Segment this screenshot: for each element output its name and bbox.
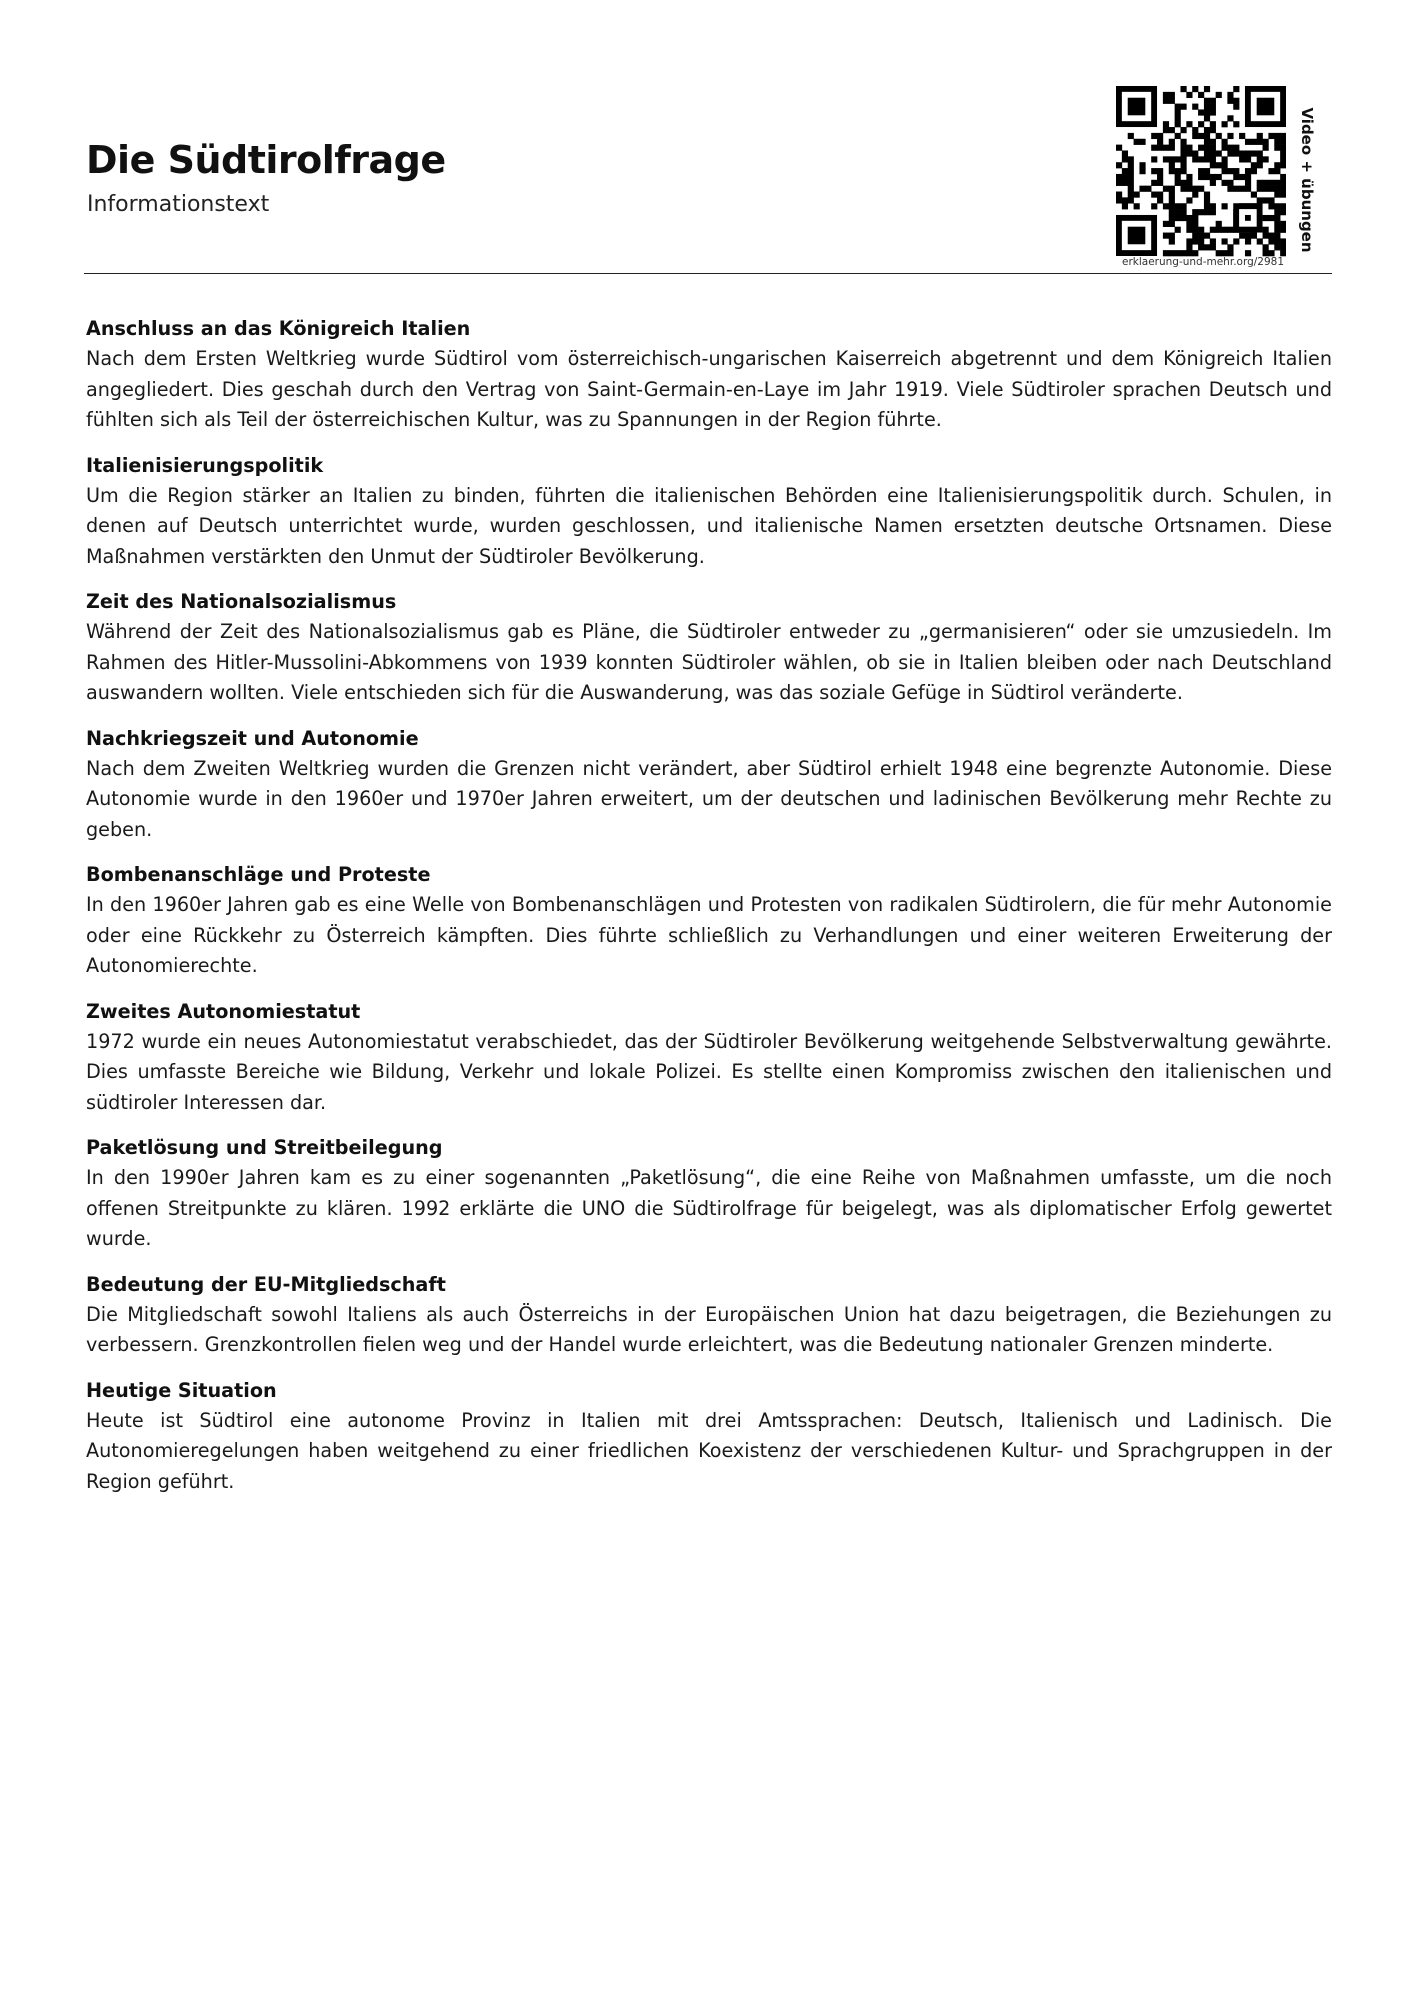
section-anschluss (86, 314, 1332, 436)
qr-side-label-text: Video + übungen (1298, 107, 1316, 253)
section-heading: Italienisierungspolitik (86, 453, 324, 477)
section-heading: Bombenanschläge und Proteste (86, 863, 431, 886)
section-heading: Zeit des Nationalsozialismus (86, 590, 397, 613)
section-paketloesung (86, 1133, 1332, 1255)
section-text: Um die Region stärker an Italien zu binden, führten die italienischen Behörden eine Italienisierungspolitik durch. Schulen, in denen auf Deutsch unterrichtet wurde, wurden geschlossen, und italienische Namen ersetzten deutsche Ortsnamen. Diese Maßnahmen verstärkten den Unmut der Südtiroler Bevölkerung. (86, 483, 1332, 568)
section-text: Heute ist Südtirol eine autonome Provinz in Italien mit drei Amtssprachen: Deutsch, Italienisch und Ladinisch. Die Autonomieregelungen haben weitgehend zu einer friedlichen Koexistenz der verschiedenen Kultur- und Sprachgruppen in der Region geführt. (86, 1408, 1332, 1493)
section-text: In den 1960er Jahren gab es eine Welle von Bombenanschlägen und Protesten von radikalen Südtirolern, die für mehr Autonomie oder eine Rückkehr zu Österreich kämpften. Dies führte schließlich zu Verhandlungen und einer weiteren Erweiterung der Autonomierechte. (86, 893, 1332, 977)
section-heading: Nachkriegszeit und Autonomie (86, 726, 419, 750)
document-body (86, 314, 1332, 1512)
qr-code-icon (1116, 86, 1286, 258)
qr-code[interactable] (1116, 86, 1286, 258)
page-subtitle: Informationstext (87, 192, 270, 217)
section-heading: Anschluss an das Königreich Italien (86, 317, 471, 340)
page-title: Die Südtirolfrage (86, 138, 446, 182)
section-text: 1972 wurde ein neues Autonomiestatut verabschiedet, das der Südtiroler Bevölkerung weitgehende Selbstverwaltung gewährte. Dies umfasste Bereiche wie Bildung, Verkehr und lokale Polizei. Es stellte einen Kompromiss zwischen den italienischen und südtiroler Interessen dar. (86, 1029, 1332, 1114)
header-divider (84, 273, 1332, 274)
section-italienisierung (86, 451, 1332, 573)
section-heutige-situation (86, 1376, 1332, 1498)
section-autonomiestatut (86, 997, 1332, 1119)
section-text: Die Mitgliedschaft sowohl Italiens als auch Österreichs in der Europäischen Union hat dazu beigetragen, die Beziehungen zu verbessern. Grenzkontrollen fielen weg und der Handel wurde erleichtert, was die Bedeutung nationaler Grenzen minderte. (86, 1302, 1332, 1356)
section-heading: Heutige Situation (86, 1378, 277, 1402)
section-eu-mitgliedschaft (86, 1270, 1332, 1361)
section-nationalsozialismus (86, 587, 1332, 709)
section-bombenanschlaege (86, 860, 1332, 982)
qr-side-label (1294, 106, 1320, 254)
section-text: Während der Zeit des Nationalsozialismus gab es Pläne, die Südtiroler entweder zu „germanisieren“ oder sie umzusiedeln. Im Rahmen des Hitler-Mussolini-Abkommens von 1939 konnten Südtiroler wählen, ob sie in Italien bleiben oder nach Deutschland auswandern wollten. Viele entschieden sich für die Auswanderung, was das soziale Gefüge in Südtirol veränderte. (86, 620, 1332, 704)
section-text: Nach dem Ersten Weltkrieg wurde Südtirol vom österreichisch-ungarischen Kaiserreich abgetrennt und dem Königreich Italien angegliedert. Dies geschah durch den Vertrag von Saint-Germain-en-Laye im Jahr 1919. Viele Südtiroler sprachen Deutsch und fühlten sich als Teil der österreichischen Kultur, was zu Spannungen in der Region führte. (86, 347, 1332, 431)
section-heading: Bedeutung der EU-Mitgliedschaft (86, 1272, 446, 1296)
section-nachkriegszeit (86, 724, 1332, 846)
section-heading: Paketlösung und Streitbeilegung (86, 1136, 443, 1159)
section-heading: Zweites Autonomiestatut (86, 999, 361, 1023)
qr-url-label: erklaerung-und-mehr.org/2981 (1121, 256, 1285, 268)
section-text: In den 1990er Jahren kam es zu einer sogenannten „Paketlösung“, die eine Reihe von Maßnahmen umfasste, um die noch offenen Streitpunkte zu klären. 1992 erklärte die UNO die Südtirolfrage für beigelegt, was als diplomatischer Erfolg gewertet wurde. (86, 1166, 1332, 1250)
section-text: Nach dem Zweiten Weltkrieg wurden die Grenzen nicht verändert, aber Südtirol erhielt 1948 eine begrenzte Autonomie. Diese Autonomie wurde in den 1960er und 1970er Jahren erweitert, um der deutschen und ladinischen Bevölkerung mehr Rechte zu geben. (86, 756, 1332, 841)
